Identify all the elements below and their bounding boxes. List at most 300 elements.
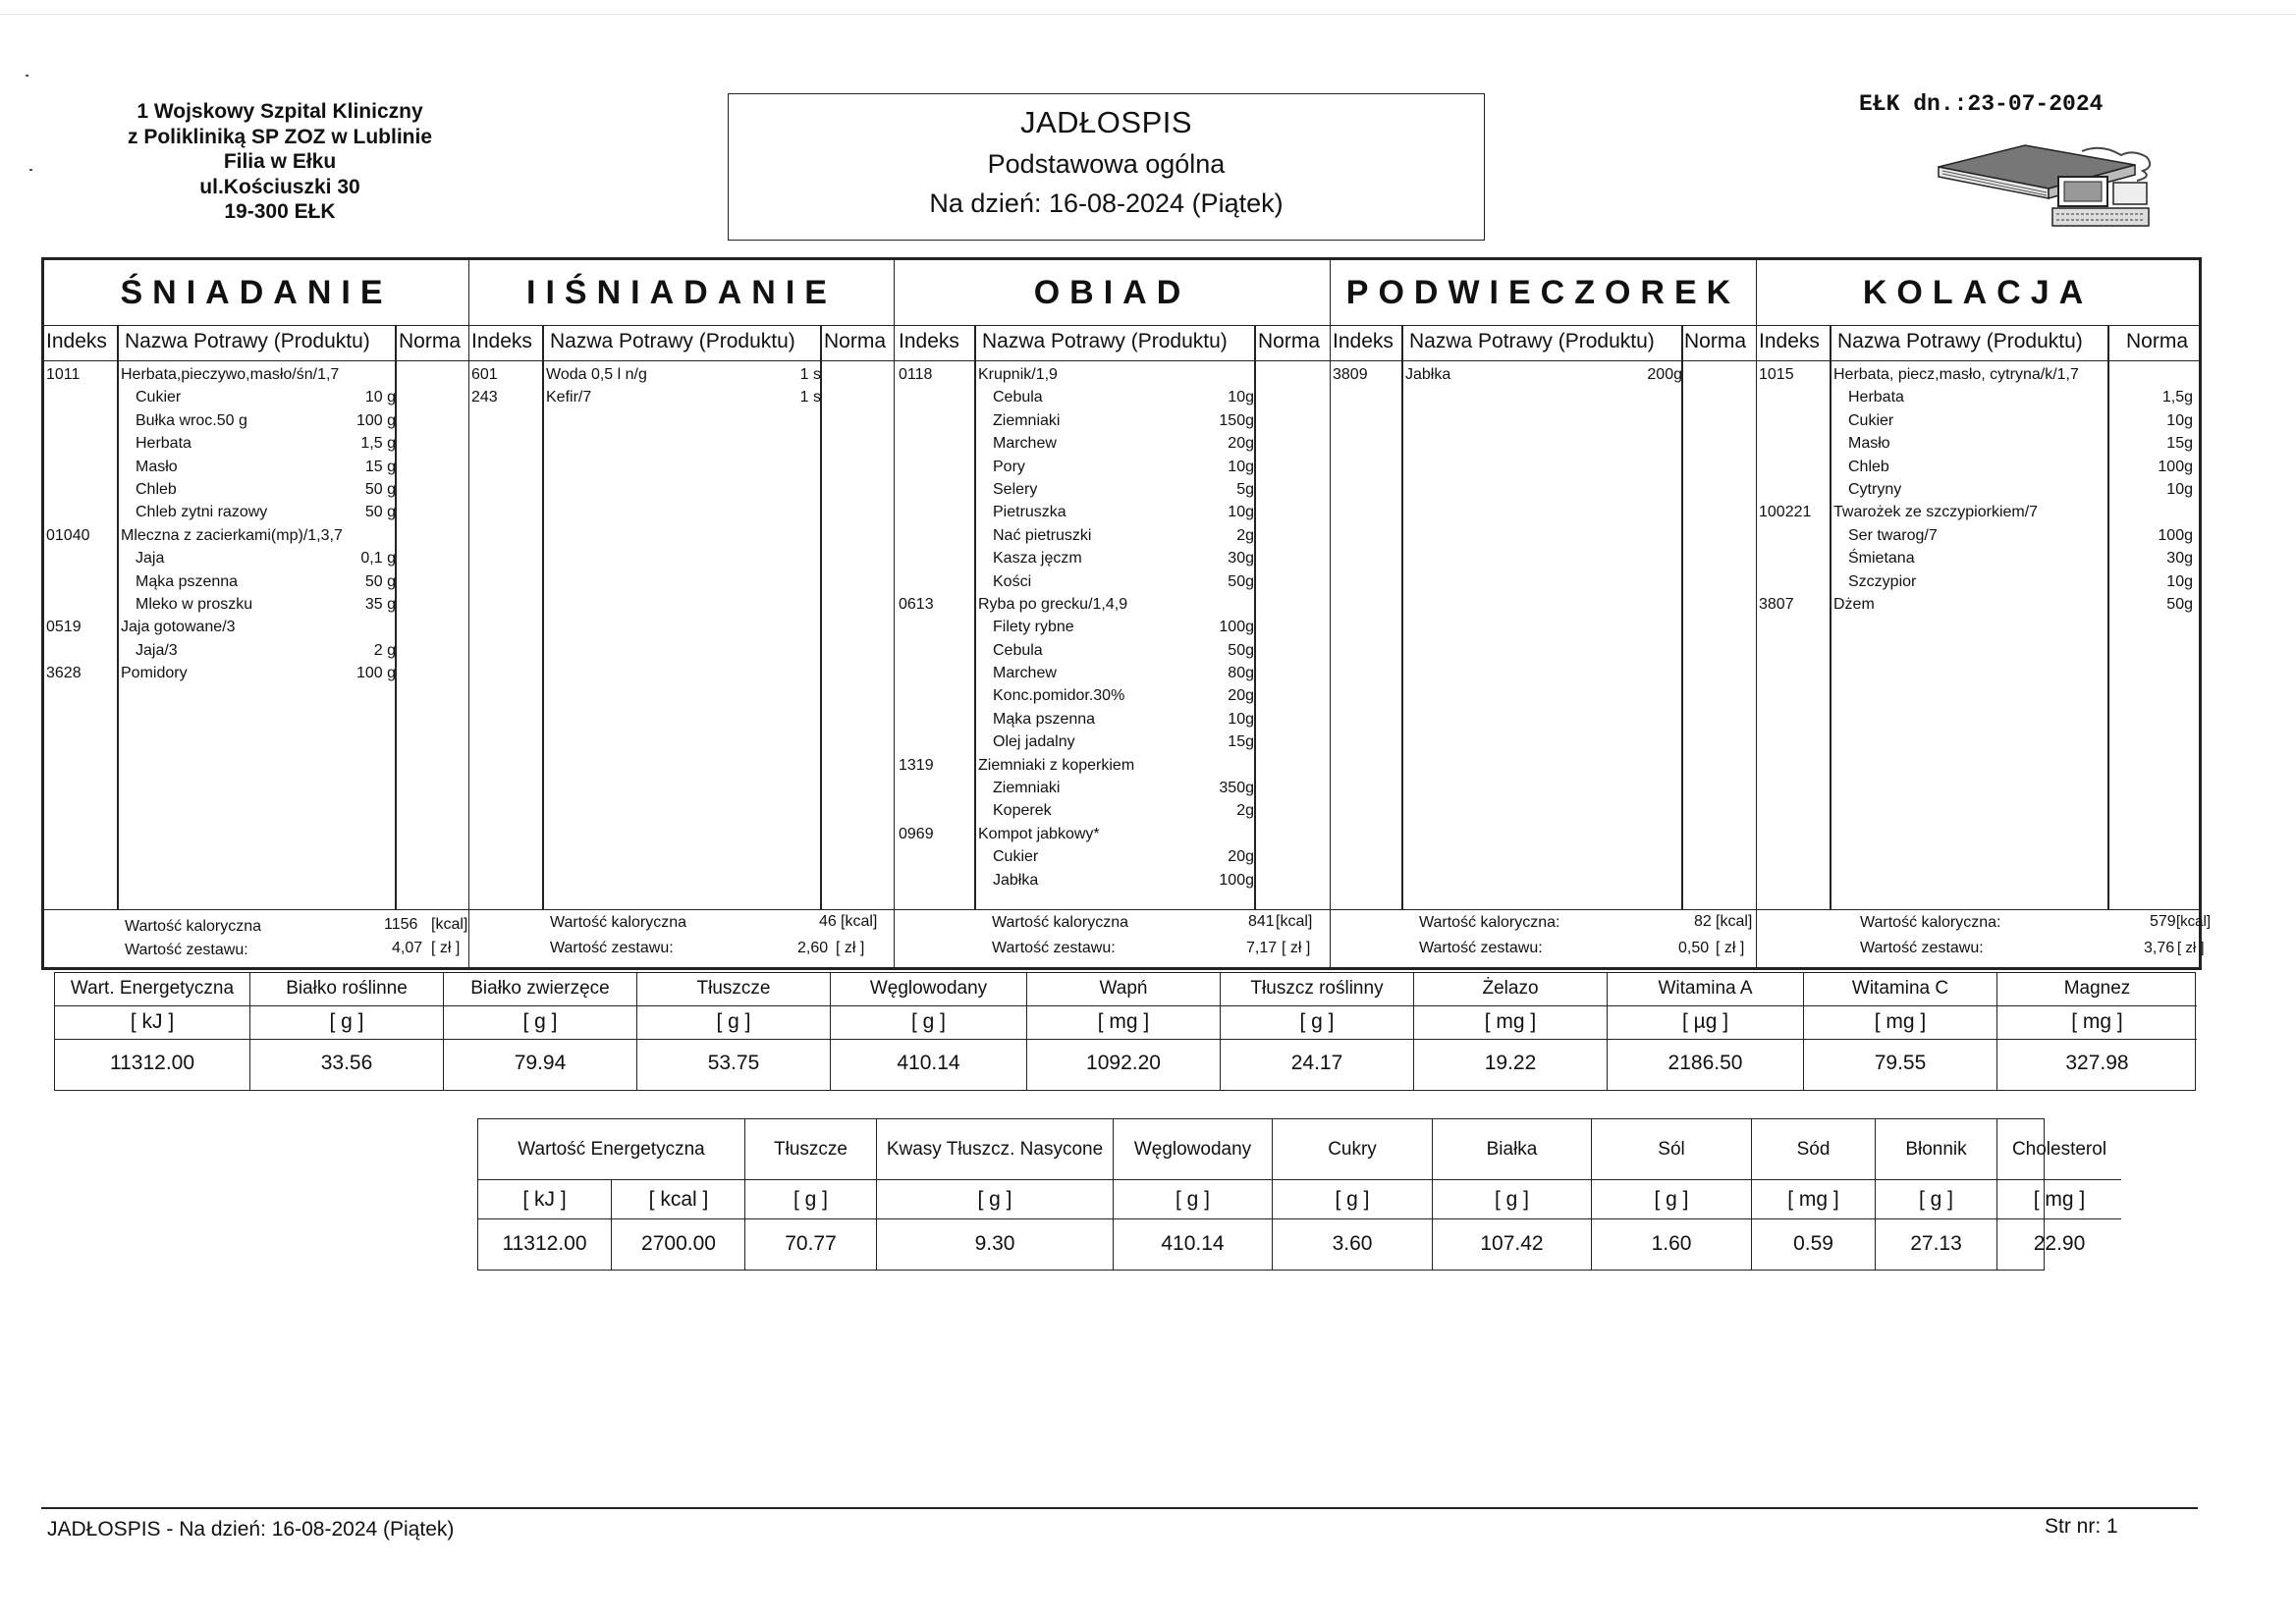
energy-label: Wartość Energetyczna — [478, 1119, 744, 1180]
cost-value: 3,76 — [2144, 940, 2175, 956]
nutrient-label: Węglowodany — [1114, 1119, 1272, 1180]
meal-item-row — [44, 662, 468, 684]
meal-item-row — [1757, 478, 2199, 501]
kcal-label: Wartość kaloryczna — [125, 918, 261, 935]
cost-unit: [ zł ] — [836, 940, 865, 956]
meal-item-row — [1757, 386, 2199, 408]
nutrient-label: Tłuszcz roślinny — [1221, 973, 1413, 1006]
item-name: Jaja — [136, 550, 165, 568]
item-index: 0613 — [899, 595, 934, 613]
item-name: Dżem — [1833, 595, 1875, 613]
col-norm-header: Norma — [824, 330, 887, 352]
col-index-header: Indeks — [1333, 330, 1394, 352]
item-index: 601 — [471, 366, 498, 383]
meal-summary — [44, 909, 468, 971]
meal-items — [44, 363, 468, 684]
meal-summary — [1757, 909, 2212, 971]
item-norm: 100g — [2158, 458, 2193, 475]
nutrient-value: 33.56 — [320, 1052, 373, 1074]
kcal-label: Wartość kaloryczna: — [1860, 914, 2001, 931]
nutrient-label: Żelazo — [1414, 973, 1607, 1006]
energy-kj-cell — [478, 1180, 612, 1270]
item-norm: 80g — [1228, 665, 1254, 682]
item-norm: 10g — [1228, 458, 1254, 475]
cost-unit: [ zł ] — [1282, 940, 1311, 956]
meal-summary — [469, 909, 894, 971]
nutrient-unit: [ g ] — [1876, 1180, 1996, 1219]
meal-item-row — [44, 478, 468, 501]
item-name: Cebula — [993, 389, 1043, 406]
meal-item-row — [1757, 432, 2199, 455]
nutrient-value: 410.14 — [1161, 1232, 1225, 1255]
item-norm: 1 s — [799, 389, 821, 406]
item-norm: 50g — [2166, 595, 2193, 613]
item-name: Herbata — [136, 435, 191, 453]
kcal-value: 46 — [819, 913, 837, 930]
meal-item-row — [44, 593, 468, 616]
item-name: Masło — [136, 458, 178, 475]
meal-item-row — [895, 869, 1330, 892]
item-name: Krupnik/1,9 — [978, 366, 1058, 383]
nutrient-value: 11312.00 — [109, 1052, 195, 1074]
nutrient-unit: [ g ] — [444, 1006, 636, 1040]
hospital-line: 1 Wojskowy Szpital Kliniczny — [137, 100, 423, 123]
hospital-address — [93, 99, 466, 225]
item-name: Herbata, piecz,masło, cytryna/k/1,7 — [1833, 366, 2079, 383]
cost-unit: [ zł ] — [2177, 940, 2205, 956]
item-norm: 100 g — [355, 411, 396, 429]
meal-item-row — [44, 524, 468, 547]
nutrient-label: Węglowodany — [831, 973, 1026, 1006]
col-divider — [1401, 325, 1403, 909]
item-name: Cukier — [136, 389, 182, 406]
nutrient-unit: [ mg ] — [1027, 1006, 1220, 1040]
kcal-value: 841 — [1248, 913, 1275, 930]
col-name-header: Nazwa Potrawy (Produktu) — [550, 330, 795, 352]
nutrient-unit: [ g ] — [877, 1180, 1113, 1219]
item-name: Mleczna z zacierkami(mp)/1,3,7 — [121, 526, 343, 544]
item-name: Jabłka — [1405, 366, 1451, 383]
item-norm: 10g — [1228, 504, 1254, 521]
col-divider — [820, 325, 822, 909]
item-norm: 50 g — [364, 480, 396, 498]
nutrient-column — [1997, 1119, 2121, 1270]
col-index-header: Indeks — [471, 330, 532, 352]
item-name: Koperek — [993, 802, 1052, 820]
meal-item-row — [895, 777, 1330, 799]
item-norm: 20g — [1228, 848, 1254, 866]
item-name: Jaja gotowane/3 — [121, 619, 236, 636]
energy-kcal-cell — [612, 1180, 745, 1270]
nutrient-value: 1.60 — [1651, 1232, 1692, 1255]
col-index-header: Indeks — [1759, 330, 1820, 352]
nutrient-value: 22.90 — [2033, 1232, 2086, 1255]
nutrient-label: Cholesterol — [1997, 1119, 2121, 1180]
item-name: Chleb zytni razowy — [136, 504, 268, 521]
kcal-unit: [kcal] — [2176, 913, 2212, 930]
meal-item-row — [895, 386, 1330, 408]
cost-label: Wartość zestawu: — [1419, 940, 1543, 956]
footer-rule — [41, 1507, 2198, 1509]
kcal-value: 1156 — [384, 916, 418, 933]
item-name: Cytryny — [1848, 480, 1902, 498]
item-name: Ziemniaki — [993, 411, 1061, 429]
item-norm: 20g — [1228, 435, 1254, 453]
diet-type: Podstawowa ogólna — [987, 149, 1226, 179]
item-norm: 350g — [1219, 780, 1254, 797]
item-index: 0118 — [899, 366, 933, 383]
item-norm: 100g — [1219, 871, 1254, 889]
nutrient-value: 79.94 — [514, 1052, 567, 1074]
nutrient-value: 410.14 — [897, 1052, 960, 1074]
nutrient-column — [1592, 1119, 1752, 1270]
nutrient-column — [1221, 973, 1414, 1090]
item-name: Mąka pszenna — [136, 572, 239, 590]
item-name: Herbata — [1848, 389, 1904, 406]
item-index: 01040 — [46, 526, 90, 544]
meal-item-row — [895, 754, 1330, 777]
meal-items — [1757, 363, 2199, 616]
col-name-header: Nazwa Potrawy (Produktu) — [1409, 330, 1655, 352]
nutrient-value: 19.22 — [1484, 1052, 1537, 1074]
column-headers — [895, 325, 1330, 361]
item-name: Herbata,pieczywo,masło/śn/1,7 — [121, 366, 340, 383]
nutrient-unit: [ g ] — [1114, 1180, 1272, 1219]
meal-item-row — [1757, 524, 2199, 547]
meal-item-row — [44, 432, 468, 455]
kcal-unit: [kcal] — [841, 913, 878, 930]
item-norm: 15g — [1228, 733, 1254, 751]
nutrient-column — [55, 973, 250, 1090]
footer-title: JADŁOSPIS - Na dzień: 16-08-2024 (Piątek) — [47, 1518, 455, 1541]
meal-item-row — [895, 501, 1330, 523]
col-norm-header: Norma — [399, 330, 462, 352]
print-date: EŁK dn.:23-07-2024 — [1859, 91, 2104, 117]
meal-item-row — [895, 570, 1330, 593]
item-name: Marchew — [993, 665, 1057, 682]
col-name-header: Nazwa Potrawy (Produktu) — [982, 330, 1228, 352]
item-index: 243 — [471, 389, 498, 406]
page-number: Str nr: 1 — [2045, 1515, 2118, 1538]
item-norm: 10g — [1228, 710, 1254, 728]
item-name: Olej jadalny — [993, 733, 1075, 751]
col-norm-header: Norma — [1258, 330, 1321, 352]
scan-top-edge — [0, 14, 2296, 15]
nutrient-column — [1876, 1119, 1997, 1270]
nutrient-column — [250, 973, 444, 1090]
item-name: Konc.pomidor.30% — [993, 687, 1125, 705]
item-name: Marchew — [993, 435, 1057, 453]
col-divider — [542, 325, 544, 909]
hospital-line: 19-300 EŁK — [224, 200, 336, 223]
meal-item-row — [44, 639, 468, 662]
item-index: 3809 — [1333, 366, 1368, 383]
item-index: 0519 — [46, 619, 82, 636]
item-name: Mąka pszenna — [993, 710, 1096, 728]
item-name: Woda 0,5 l n/g — [546, 366, 647, 383]
meal-item-row — [1757, 409, 2199, 432]
meal-item-row — [895, 684, 1330, 707]
item-name: Cukier — [1848, 411, 1894, 429]
item-name: Chleb — [1848, 458, 1889, 475]
nutrient-column — [1433, 1119, 1592, 1270]
meal-item-row — [1757, 593, 2199, 616]
meal-item-row — [895, 593, 1330, 616]
meal-afternoon-snack — [1331, 260, 1757, 967]
meal-item-row — [895, 547, 1330, 569]
item-norm: 15 g — [364, 458, 396, 475]
item-name: Mleko w proszku — [136, 595, 253, 613]
col-index-header: Indeks — [46, 330, 107, 352]
nutrient-column — [1273, 1119, 1433, 1270]
item-name: Śmietana — [1848, 550, 1915, 568]
nutrient-column — [831, 973, 1027, 1090]
item-name: Kefir/7 — [546, 389, 592, 406]
item-norm: 30g — [1228, 550, 1254, 568]
nutrient-column — [1608, 973, 1804, 1090]
column-headers — [469, 325, 894, 361]
meal-item-row — [44, 386, 468, 408]
meal-second-breakfast — [469, 260, 895, 967]
item-name: Nać pietruszki — [993, 526, 1092, 544]
item-norm: 30g — [2166, 550, 2193, 568]
cost-value: 0,50 — [1678, 940, 1710, 956]
kcal-value: 579 — [2150, 913, 2176, 930]
col-divider — [1681, 325, 1683, 909]
nutrition-table-1 — [54, 972, 2196, 1091]
meal-item-row — [895, 799, 1330, 822]
meal-item-row — [44, 363, 468, 386]
meal-lunch — [895, 260, 1331, 967]
nutrient-unit: [ g ] — [250, 1006, 443, 1040]
nutrition-table-2 — [477, 1118, 2107, 1271]
item-norm: 10g — [1228, 389, 1254, 406]
item-name: Jabłka — [993, 871, 1039, 889]
item-index: 3807 — [1759, 595, 1794, 613]
meal-item-row — [895, 730, 1330, 753]
meal-supper — [1757, 260, 2212, 967]
energy-kj-unit: [ kJ ] — [478, 1180, 611, 1219]
meal-item-row — [469, 386, 894, 408]
item-norm: 2g — [1236, 526, 1254, 544]
meal-item-row — [1331, 363, 1756, 386]
column-headers — [44, 325, 468, 361]
item-name: Twarożek ze szczypiorkiem/7 — [1833, 504, 2039, 521]
nutrient-unit: [ mg ] — [1804, 1006, 1996, 1040]
item-name: Pory — [993, 458, 1025, 475]
nutrient-label: Wart. Energetyczna — [55, 973, 249, 1006]
meal-item-row — [44, 616, 468, 638]
hospital-line: ul.Kościuszki 30 — [199, 175, 360, 198]
column-headers — [1331, 325, 1756, 361]
item-norm: 50g — [1228, 572, 1254, 590]
item-name: Ziemniaki — [993, 780, 1061, 797]
meal-items — [895, 363, 1330, 892]
kcal-unit: [kcal] — [431, 916, 468, 933]
meal-items — [1331, 363, 1756, 386]
nutrient-unit: [ g ] — [1592, 1180, 1751, 1219]
nutrient-column — [444, 973, 637, 1090]
nutrient-value: 2186.50 — [1667, 1052, 1743, 1074]
item-name: Pomidory — [121, 665, 188, 682]
item-index: 1319 — [899, 756, 934, 774]
nutrient-value: 27.13 — [1910, 1232, 1962, 1255]
book-computer-clipart — [1935, 137, 2166, 232]
meal-items — [469, 363, 894, 409]
nutrient-label: Białko roślinne — [250, 973, 443, 1006]
meal-item-row — [44, 570, 468, 593]
meal-item-row — [1757, 570, 2199, 593]
nutrient-column — [1997, 973, 2197, 1090]
meal-item-row — [895, 639, 1330, 662]
item-norm: 50g — [1228, 641, 1254, 659]
scan-speck — [29, 169, 32, 171]
nutrient-column — [637, 973, 831, 1090]
hospital-line: z Polikliniką SP ZOZ w Lublinie — [128, 125, 432, 148]
item-norm: 1,5 g — [360, 435, 396, 453]
cost-label: Wartość zestawu: — [992, 940, 1116, 956]
meal-item-row — [895, 616, 1330, 638]
nutrient-label: Błonnik — [1876, 1119, 1996, 1180]
col-norm-header: Norma — [1684, 330, 1747, 352]
item-name: Pietruszka — [993, 504, 1066, 521]
item-norm: 35 g — [364, 595, 396, 613]
item-norm: 10g — [2166, 480, 2193, 498]
cost-unit: [ zł ] — [431, 940, 461, 956]
col-name-header: Nazwa Potrawy (Produktu) — [125, 330, 370, 352]
nutrient-label: Witamina C — [1804, 973, 1996, 1006]
nutrient-label: Tłuszcze — [745, 1119, 876, 1180]
meal-item-row — [1757, 363, 2199, 386]
nutrient-unit: [ g ] — [637, 1006, 830, 1040]
meal-item-row — [1757, 501, 2199, 523]
item-norm: 10g — [2166, 572, 2193, 590]
item-norm: 20g — [1228, 687, 1254, 705]
nutrient-unit: [ mg ] — [1997, 1006, 2197, 1040]
energy-kj-value: 11312.00 — [502, 1232, 587, 1255]
meal-item-row — [895, 708, 1330, 730]
meal-item-row — [895, 456, 1330, 478]
item-name: Masło — [1848, 435, 1890, 453]
nutrient-value: 79.55 — [1874, 1052, 1927, 1074]
item-name: Kasza jęczm — [993, 550, 1082, 568]
kcal-unit: [kcal] — [1716, 913, 1753, 930]
nutrient-unit: [ g ] — [745, 1180, 876, 1219]
cost-label: Wartość zestawu: — [1860, 940, 1984, 956]
energy-kcal-unit: [ kcal ] — [612, 1180, 745, 1219]
item-norm: 1,5g — [2161, 389, 2193, 406]
item-name: Kości — [993, 572, 1032, 590]
meal-summary — [895, 909, 1330, 971]
item-norm: 10g — [2166, 411, 2193, 429]
meal-item-row — [895, 478, 1330, 501]
kcal-value: 82 — [1694, 913, 1712, 930]
nutrient-label: Sód — [1752, 1119, 1875, 1180]
meal-item-row — [44, 409, 468, 432]
nutrient-label: Kwasy Tłuszcz. Nasycone — [877, 1119, 1113, 1180]
title-box — [728, 93, 1485, 241]
kcal-label: Wartość kaloryczna — [992, 914, 1128, 931]
nutrient-value: 0.59 — [1793, 1232, 1833, 1255]
item-norm: 2 g — [373, 641, 396, 659]
item-name: Bułka wroc.50 g — [136, 411, 247, 429]
nutrient-unit: [ g ] — [1273, 1180, 1432, 1219]
meal-title: OBIAD — [895, 260, 1330, 326]
item-norm: 10 g — [364, 389, 396, 406]
kcal-unit: [kcal] — [1276, 913, 1313, 930]
item-name: Cukier — [993, 848, 1039, 866]
item-index: 0969 — [899, 825, 934, 842]
nutrient-column — [1027, 973, 1221, 1090]
item-norm: 100g — [1219, 619, 1254, 636]
meal-item-row — [895, 363, 1330, 386]
meal-item-row — [1757, 456, 2199, 478]
item-index: 1015 — [1759, 366, 1794, 383]
nutrient-label: Wapń — [1027, 973, 1220, 1006]
meal-item-row — [895, 524, 1330, 547]
col-name-header: Nazwa Potrawy (Produktu) — [1837, 330, 2083, 352]
cost-value: 7,17 — [1246, 940, 1278, 956]
nutrient-unit: [ kJ ] — [55, 1006, 249, 1040]
meal-item-row — [1757, 547, 2199, 569]
nutrient-value: 53.75 — [707, 1052, 760, 1074]
nutrient-label: Białko zwierzęce — [444, 973, 636, 1006]
item-norm: 5g — [1236, 480, 1254, 498]
item-norm: 100 g — [355, 665, 396, 682]
item-name: Ser twarog/7 — [1848, 526, 1938, 544]
meal-item-row — [895, 662, 1330, 684]
item-name: Chleb — [136, 480, 177, 498]
item-norm: 2g — [1236, 802, 1254, 820]
nutrient-column — [745, 1119, 877, 1270]
nutrient-column — [1804, 973, 1997, 1090]
nutrient-value: 3.60 — [1332, 1232, 1373, 1255]
meal-breakfast — [44, 260, 469, 967]
nutrient-unit: [ g ] — [1433, 1180, 1591, 1219]
item-norm: 150g — [1219, 411, 1254, 429]
item-name: Jaja/3 — [136, 641, 178, 659]
meal-item-row — [469, 363, 894, 386]
item-name: Szczypior — [1848, 572, 1917, 590]
item-name: Ryba po grecku/1,4,9 — [978, 595, 1128, 613]
item-norm: 50 g — [364, 572, 396, 590]
meal-item-row — [895, 845, 1330, 868]
meal-title: IIŚNIADANIE — [469, 260, 894, 326]
item-index: 3628 — [46, 665, 82, 682]
column-headers — [1757, 325, 2199, 361]
nutrient-column — [877, 1119, 1114, 1270]
meal-summary — [1331, 909, 1756, 971]
nutrient-unit: [ g ] — [831, 1006, 1026, 1040]
nutrient-value: 9.30 — [974, 1232, 1015, 1255]
kcal-label: Wartość kaloryczna: — [1419, 914, 1560, 931]
cost-value: 2,60 — [797, 940, 829, 956]
item-name: Kompot jabkowy* — [978, 825, 1100, 842]
energy-column — [478, 1119, 745, 1270]
item-norm: 1 s — [799, 366, 821, 383]
meal-title: PODWIECZOREK — [1331, 260, 1756, 326]
meal-item-row — [895, 823, 1330, 845]
item-index: 1011 — [46, 366, 81, 383]
cost-label: Wartość zestawu: — [125, 942, 248, 958]
nutrient-unit: [ mg ] — [1997, 1180, 2121, 1219]
item-index: 100221 — [1759, 504, 1812, 521]
hospital-line: Filia w Ełku — [223, 150, 337, 173]
meal-item-row — [44, 501, 468, 523]
item-norm: 50 g — [364, 504, 396, 521]
nutrient-label: Cukry — [1273, 1119, 1432, 1180]
nutrient-label: Tłuszcze — [637, 973, 830, 1006]
